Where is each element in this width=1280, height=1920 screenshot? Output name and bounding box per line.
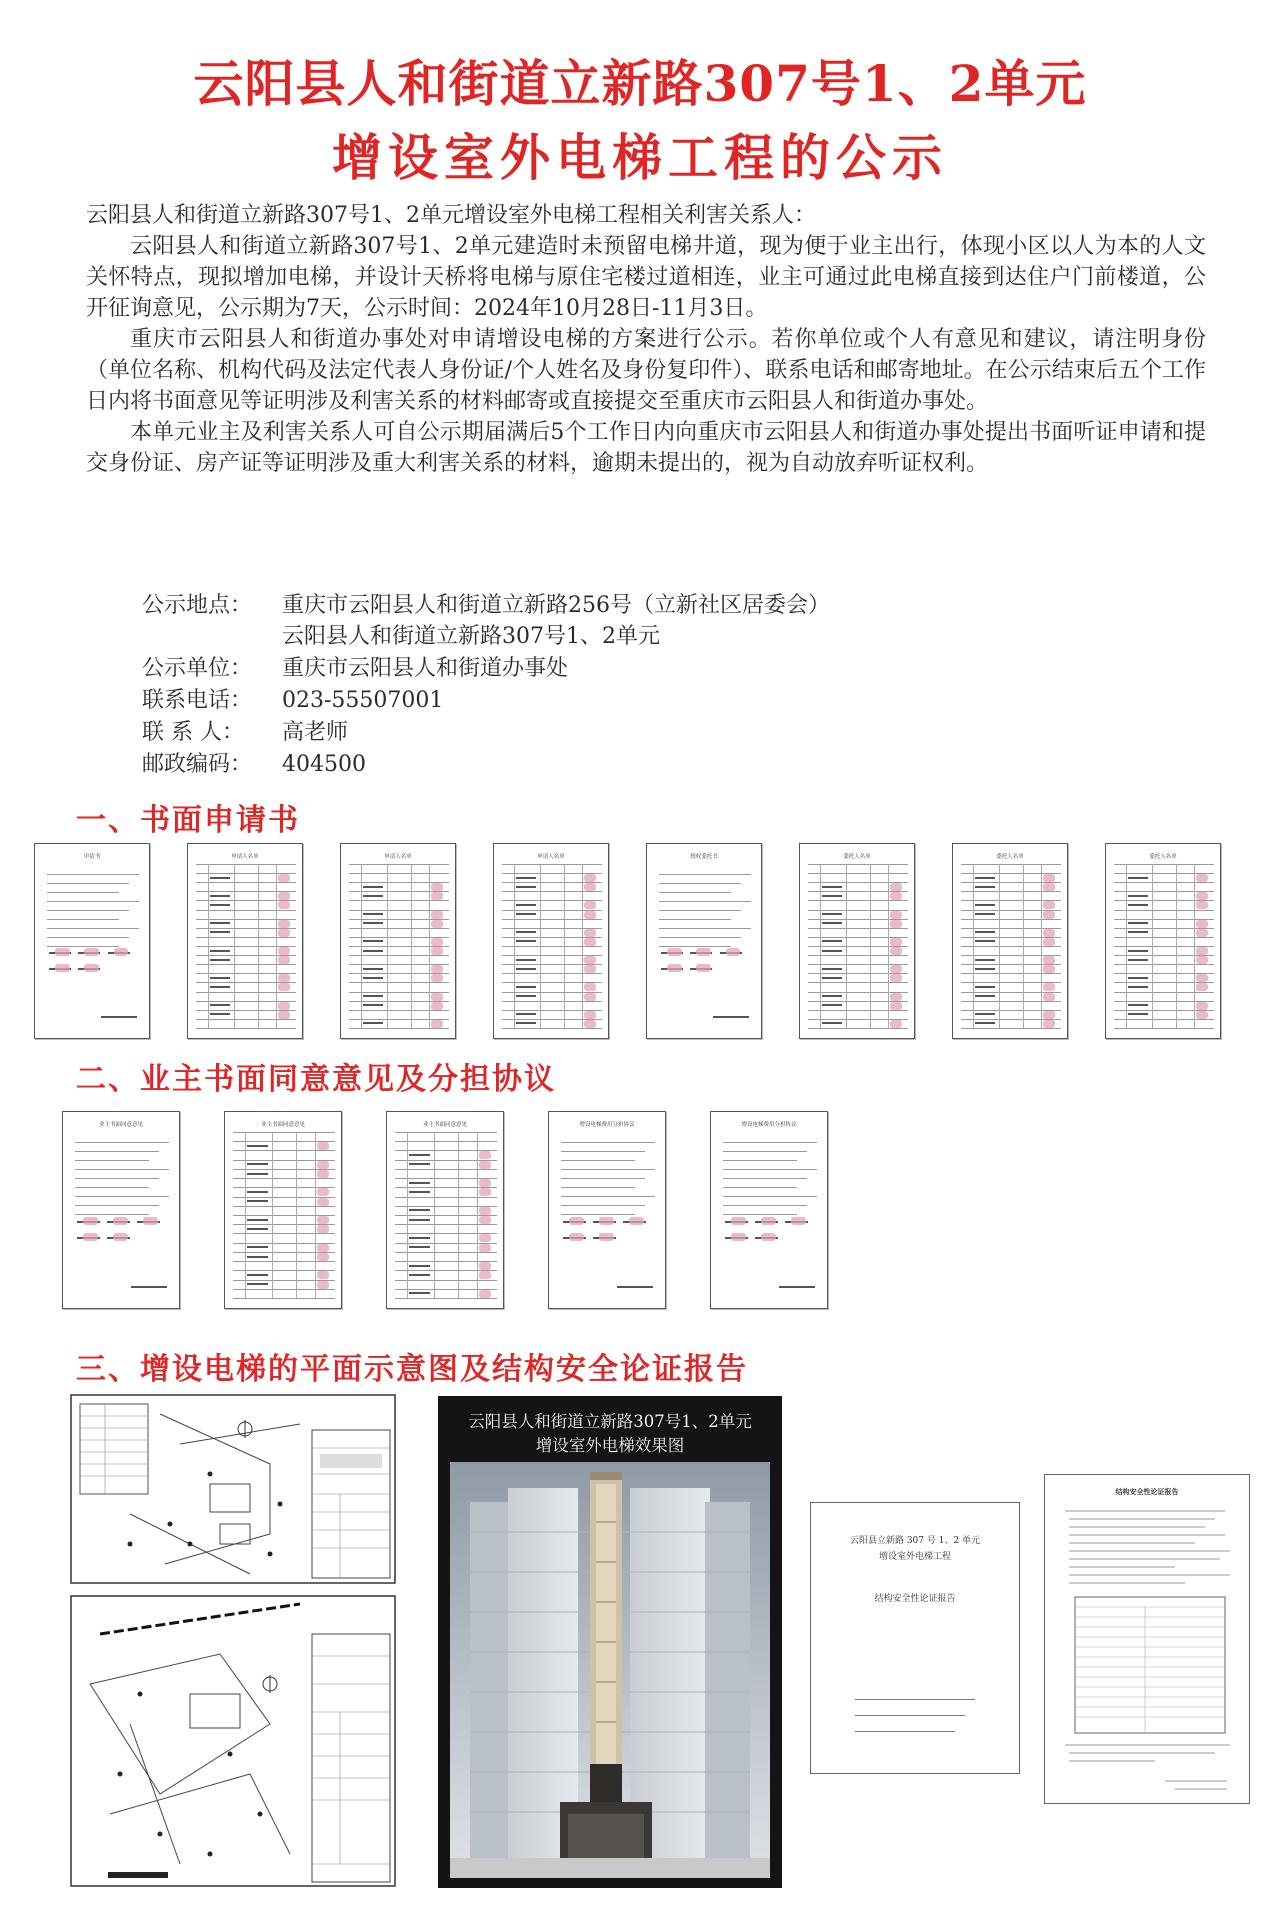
site-plan-top [71, 1395, 395, 1583]
location-row-2 [142, 619, 660, 650]
contact-row [142, 715, 348, 746]
section-3-heading: 三、增设电梯的平面示意图及结构安全论证报告 [76, 1352, 748, 1387]
rendering-caption-1: 云阳县人和街道立新路307号1、2单元 [468, 1412, 752, 1431]
document-title: 增设电梯费用分担协议 [579, 1122, 635, 1128]
document-title: 委托人名单 [996, 854, 1024, 860]
notice-title-line-1: 云阳县人和街道立新路307号1、2单元 [193, 54, 1087, 113]
location-1: 重庆市云阳县人和街道立新路256号（立新社区居委会） [282, 593, 830, 618]
document-title: 增设电梯费用分担协议 [741, 1122, 797, 1128]
document-title: 申请人名单 [537, 854, 565, 860]
paragraph-3: 本单元业主及利害关系人可自公示期届满后5个工作日内向重庆市云阳县人和街道办事处提出书面听证申请和提交身份证、房产证等证明涉及重大利害关系的材料，逾期未提出的，视为自动放弃听证权利。 [86, 420, 1206, 476]
report-cover-line-3: 结构安全性论证报告 [874, 1594, 956, 1604]
postcode-label: 邮政编码： [142, 752, 253, 777]
site-plan-bottom [71, 1596, 395, 1886]
document-thumbnail [799, 843, 915, 1039]
document-thumbnail [62, 1111, 180, 1309]
postcode-row [142, 747, 366, 778]
document-thumbnail [340, 843, 456, 1039]
site-plan-drawings [70, 1394, 396, 1888]
document-thumbnail [1105, 843, 1221, 1039]
document-thumbnail [224, 1111, 342, 1309]
paragraph-2: 重庆市云阳县人和街道办事处对申请增设电梯的方案进行公示。若你单位或个人有意见和建议，请注明身份（单位名称、机构代码及法定代表人身份证/个人姓名及身份复印件）、联系电话和邮寄地址。在公示结束后五个工作日内将书面意见等证明涉及利害关系的材料邮寄或直接提交至重庆市云阳县人和街道办事处。 [86, 327, 1206, 414]
document-title: 业主书面同意意见 [260, 1122, 305, 1128]
report-cover [810, 1502, 1020, 1774]
report-page [1044, 1474, 1250, 1804]
report-page-content [1055, 1505, 1241, 1795]
contact-label: 联 系 人： [142, 720, 244, 745]
document-title: 申请人名单 [231, 854, 259, 860]
unit-label: 公示单位： [142, 656, 253, 681]
postcode-value: 404500 [282, 752, 366, 777]
document-thumbnail [952, 843, 1068, 1039]
building-illustration [450, 1462, 770, 1878]
location-2: 云阳县人和街道立新路307号1、2单元 [282, 624, 660, 649]
document-title: 业主书面同意意见 [422, 1122, 467, 1128]
document-thumbnail [646, 843, 762, 1039]
report-page-title: 结构安全性论证报告 [1115, 1487, 1179, 1496]
unit-value: 重庆市云阳县人和街道办事处 [282, 656, 569, 681]
document-thumbnail [187, 843, 303, 1039]
document-thumbnail [386, 1111, 504, 1309]
document-title: 委托人名单 [843, 854, 871, 860]
document-title: 授权委托书 [690, 854, 718, 860]
notice-body [86, 200, 1206, 479]
phone-value: 023-55507001 [282, 688, 444, 713]
notice-title-line-2: 增设室外电梯工程的公示 [332, 128, 948, 187]
elevator-rendering [438, 1396, 782, 1888]
document-title: 申请人名单 [384, 854, 412, 860]
document-title: 申请书 [83, 854, 101, 860]
phone-label: 联系电话： [142, 688, 253, 713]
document-thumbnail [548, 1111, 666, 1309]
report-cover-line-2: 增设室外电梯工程 [878, 1552, 951, 1562]
report-cover-line-1: 云阳县立新路 307 号 1、2 单元 [849, 1536, 981, 1546]
section-1-heading: 一、书面申请书 [76, 803, 300, 838]
document-thumbnail [710, 1111, 828, 1309]
section-2-heading: 二、业主书面同意意见及分担协议 [76, 1062, 556, 1097]
document-thumbnail [493, 843, 609, 1039]
unit-row [142, 651, 568, 682]
contact-value: 高老师 [282, 720, 349, 745]
salutation: 云阳县人和街道立新路307号1、2单元增设室外电梯工程相关利害关系人： [86, 203, 816, 228]
document-thumbnail [34, 843, 150, 1039]
location-label: 公示地点： [142, 593, 253, 618]
document-title: 业主书面同意意见 [98, 1122, 143, 1128]
location-row [142, 588, 830, 619]
phone-row [142, 683, 443, 714]
document-title: 委托人名单 [1149, 854, 1177, 860]
paragraph-1: 云阳县人和街道立新路307号1、2单元建造时未预留电梯井道，现为便于业主出行，体现小区以人为本的人文关怀特点，现拟增加电梯，并设计天桥将电梯与原住宅楼过道相连，业主可通过此电梯直接到达住户门前楼道，公开征询意见，公示期为7天，公示时间：2024年10月28日-11月3日。 [86, 234, 1206, 321]
rendering-caption-2: 增设室外电梯效果图 [535, 1436, 685, 1455]
